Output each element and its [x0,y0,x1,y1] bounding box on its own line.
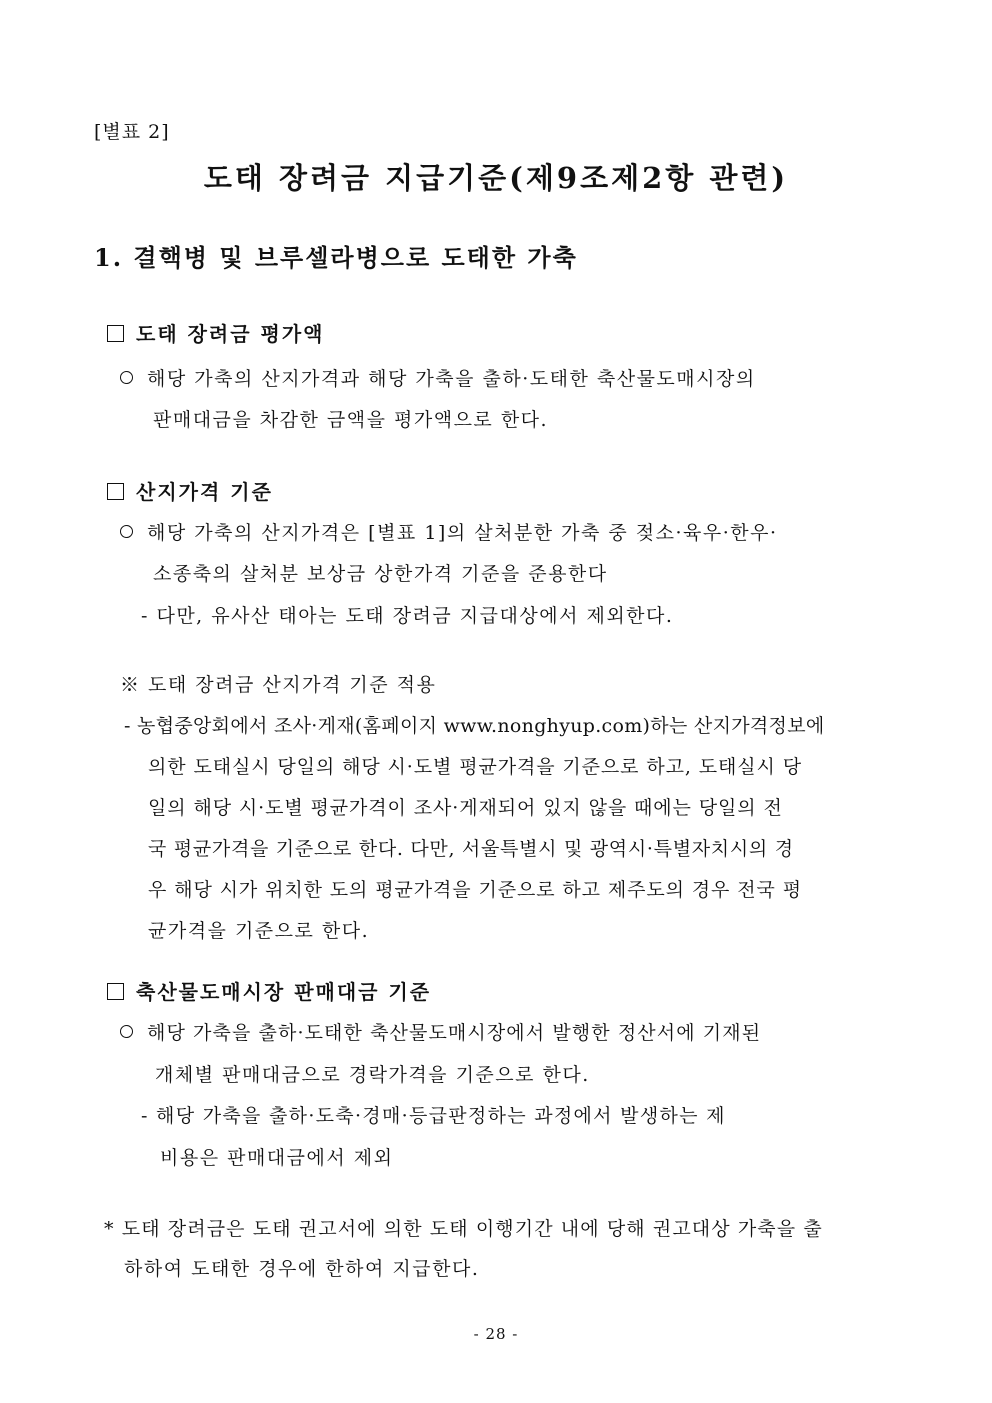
bullet-line [120,518,778,545]
circle-bullet-icon [120,1025,133,1038]
note-line: 일의 해당 시·도별 평균가격이 조사·게재되어 있지 않을 때에는 당일의 전 [148,797,783,819]
subsection-heading-origin-price [107,476,273,505]
bullet-line [120,364,756,391]
checkbox-square-icon [107,983,124,1000]
checkbox-square-icon [107,325,124,342]
section-heading: 1. 결핵병 및 브루셀라병으로 도태한 가축 [94,243,578,272]
bullet-text: 해당 가축의 산지가격과 해당 가축을 출하·도태한 축산물도매시장의 [147,368,756,390]
subsection-heading-text: 축산물도매시장 판매대금 기준 [136,980,432,1004]
bullet-continuation: 개체별 판매대금으로 경락가격을 기준으로 한다. [155,1064,590,1086]
dash-continuation: 비용은 판매대금에서 제외 [160,1147,394,1169]
bullet-text: 해당 가축을 출하·도태한 축산물도매시장에서 발행한 정산서에 기재된 [147,1022,762,1044]
footnote-line: * 도태 장려금은 도태 권고서에 의한 도태 이행기간 내에 당해 권고대상 가축을 출 [104,1218,823,1240]
bullet-continuation: 소종축의 살처분 보상금 상한가격 기준을 준용한다 [153,563,608,585]
note-line: 의한 도태실시 당일의 해당 시·도별 평균가격을 기준으로 하고, 도태실시 당 [148,756,802,778]
note-line: 균가격을 기준으로 한다. [148,920,370,942]
dash-line: - 다만, 유사산 태아는 도태 장려금 지급대상에서 제외한다. [141,605,674,627]
note-line: 우 해당 시가 위치한 도의 평균가격을 기준으로 하고 제주도의 경우 전국 평 [148,879,802,901]
subsection-heading-evaluation [107,318,325,347]
note-line: - 농협중앙회에서 조사·게재(홈페이지 www.nonghyup.com)하는 산지가격정보에 [124,715,825,737]
attachment-label: [별표 2] [94,121,170,143]
document-title: 도태 장려금 지급기준(제9조제2항 관련) [203,161,789,195]
subsection-heading-text: 도태 장려금 평가액 [136,322,325,346]
subsection-heading-text: 산지가격 기준 [136,480,273,504]
bullet-text: 해당 가축의 산지가격은 [별표 1]의 살처분한 가축 중 젖소·육우·한우· [147,522,778,544]
footnote-line: 하하여 도태한 경우에 한하여 지급한다. [124,1258,480,1280]
dash-line: - 해당 가축을 출하·도축·경매·등급판정하는 과정에서 발생하는 제 [141,1105,726,1127]
checkbox-square-icon [107,483,124,500]
circle-bullet-icon [120,525,133,538]
bullet-line [120,1018,761,1045]
note-heading: ※ 도태 장려금 산지가격 기준 적용 [120,674,437,696]
page-number: - 28 - [473,1325,519,1343]
note-line: 국 평균가격을 기준으로 한다. 다만, 서울특별시 및 광역시·특별자치시의 경 [148,838,794,860]
bullet-continuation: 판매대금을 차감한 금액을 평가액으로 한다. [153,409,549,431]
circle-bullet-icon [120,371,133,384]
subsection-heading-market-sales [107,976,431,1005]
